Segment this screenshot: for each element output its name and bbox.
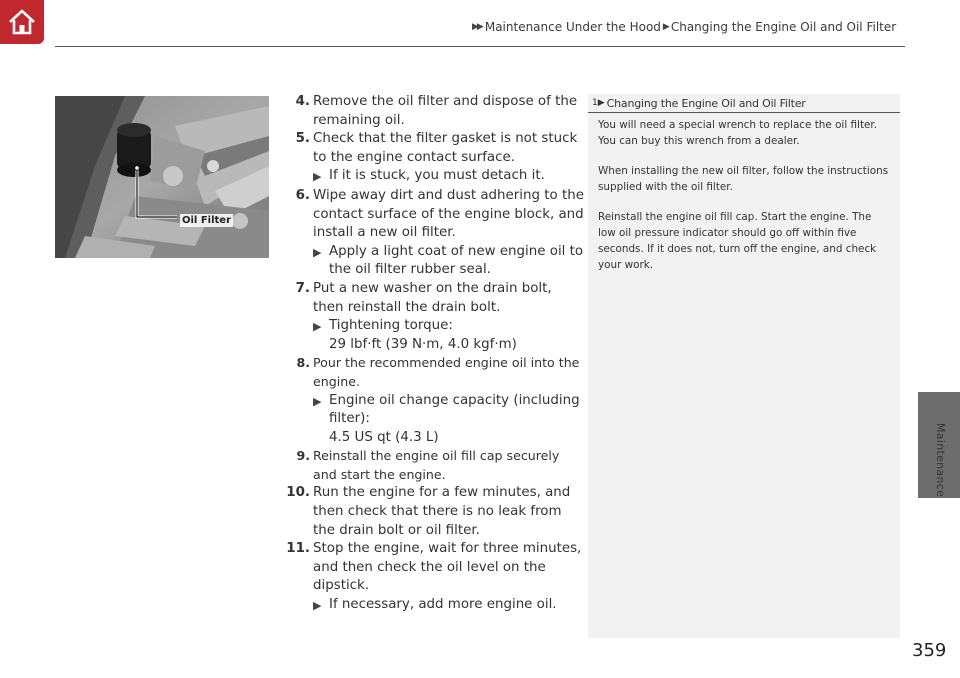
- step-6: [284, 187, 584, 243]
- step-note: [284, 317, 584, 354]
- step-number: 4.: [295, 94, 310, 109]
- step-11: [284, 540, 584, 596]
- note-paragraph: Reinstall the engine oil fill cap. Start the engine. The low oil pressure indicator should go off within five seconds. If it does not, turn off the engine, and check your work.: [598, 211, 877, 271]
- step-note-text: If necessary, add more engine oil.: [329, 597, 557, 613]
- arrow-icon: ▶: [313, 394, 322, 408]
- arrow-icon: ▶: [313, 320, 322, 334]
- step-5: [284, 130, 584, 167]
- home-button[interactable]: [0, 0, 44, 44]
- step-8: [284, 354, 584, 391]
- arrow-icon: ▶: [313, 245, 322, 259]
- step-text: Wipe away dirt and dust adhering to the contact surface of the engine block, and install a new oil filter.: [313, 187, 584, 241]
- step-number: 5.: [295, 131, 310, 147]
- step-number: 9.: [296, 448, 310, 464]
- step-note-text: Tightening torque:: [329, 318, 453, 334]
- step-9: [284, 447, 584, 484]
- step-text: Check that the filter gasket is not stuck to the engine contact surface.: [313, 131, 578, 165]
- step-number: 10.: [286, 485, 310, 501]
- note-paragraph: When installing the new oil filter, follow the instructions supplied with the oil filter.: [598, 165, 889, 193]
- step-text: Put a new washer on the drain bolt, then reinstall the drain bolt.: [313, 280, 552, 315]
- oil-filter-photo: [55, 96, 269, 258]
- breadcrumb-item-page[interactable]: Changing the Engine Oil and Oil Filter: [670, 20, 897, 34]
- procedure-steps: [284, 93, 584, 616]
- page-number: 359: [912, 640, 947, 661]
- note-title: Changing the Engine Oil and Oil Filter: [606, 96, 806, 110]
- note-paragraph: You will need a special wrench to replace the oil filter. You can buy this wrench from a dealer.: [598, 119, 878, 147]
- note-body: [588, 113, 900, 273]
- breadcrumb: [472, 20, 896, 34]
- note-box: [588, 94, 900, 638]
- torque-value: 29 lbf·ft (39 N·m, 4.0 kgf·m): [329, 336, 517, 352]
- step-10: [284, 484, 584, 540]
- step-7: [284, 280, 584, 317]
- step-text: Run the engine for a few minutes, and then check that there is no leak from the drain bolt or oil filter.: [313, 485, 571, 538]
- arrow-icon: ▶: [313, 599, 322, 613]
- capacity-value: 4.5 US qt (4.3 L): [329, 429, 439, 445]
- note-header: [588, 94, 900, 113]
- step-text: Remove the oil filter and dispose of the remaining oil.: [313, 94, 578, 128]
- step-number: 6.: [295, 187, 310, 203]
- header-divider: [55, 46, 905, 47]
- step-note-text: Engine oil change capacity (including filter):: [329, 392, 580, 427]
- step-text: Pour the recommended engine oil into the engine.: [313, 355, 580, 389]
- step-note: [284, 243, 584, 280]
- home-icon: [7, 8, 37, 36]
- step-4: [284, 93, 584, 130]
- step-text: Stop the engine, wait for three minutes, and then check the oil level on the dipstick.: [313, 541, 582, 594]
- step-text: Reinstall the engine oil fill cap securely and start the engine.: [313, 448, 560, 482]
- arrow-icon: ▶: [662, 22, 668, 32]
- step-number: 11.: [286, 541, 310, 557]
- arrow-icon: ▶: [313, 170, 322, 184]
- double-arrow-icon: ▶▶: [472, 22, 482, 32]
- step-note-text: If it is stuck, you must detach it.: [329, 168, 545, 184]
- note-reference-icon: 1▶: [592, 98, 605, 108]
- oil-filter-label: Oil Filter: [182, 215, 232, 226]
- step-note-text: Apply a light coat of new engine oil to the oil filter rubber seal.: [329, 243, 584, 278]
- step-note: [284, 167, 584, 187]
- step-number: 8.: [296, 355, 310, 371]
- step-note: [284, 392, 584, 448]
- breadcrumb-item-section[interactable]: Maintenance Under the Hood: [484, 20, 661, 34]
- step-number: 7.: [295, 280, 310, 296]
- step-note: [284, 596, 584, 616]
- section-label: Maintenance: [934, 423, 947, 498]
